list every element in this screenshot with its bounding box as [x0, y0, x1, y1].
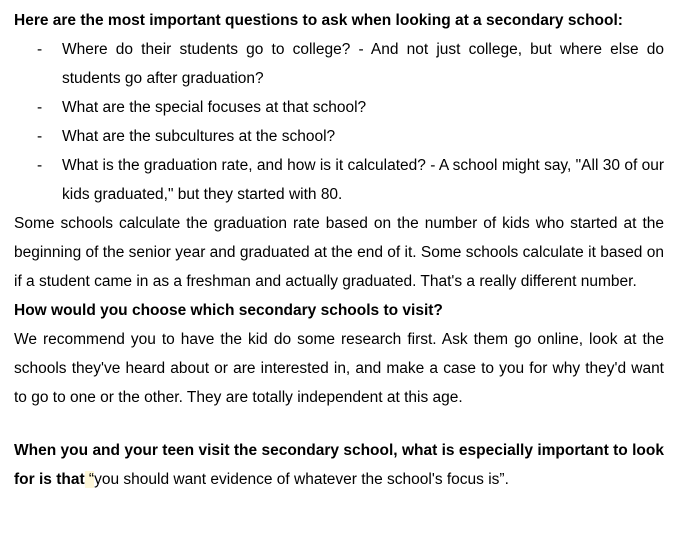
question-text: What are the subcultures at the school? [62, 128, 336, 145]
questions-heading: Here are the most important questions to ask when looking at a secondary school: [14, 12, 623, 29]
opening-quote-mark: “ [84, 471, 95, 488]
question-text: What is the graduation rate, and how is it calculated? - A school might say, "All 30 of our kids graduated," but they started with 80. [62, 157, 664, 203]
document-body [14, 6, 664, 494]
bullet-dash: - [37, 128, 43, 145]
bullet-dash: - [37, 157, 43, 174]
paragraph-spacer [14, 412, 664, 436]
closing-bold-text: When you and your teen visit the secondary school, what is especially important to look for is that [14, 442, 664, 488]
question-text: Where do their students go to college? - And not just college, but where else do students go after graduation? [62, 41, 664, 87]
closing-quote-text: you should want evidence of whatever the school's focus is”. [94, 471, 509, 488]
list-item [14, 93, 664, 122]
bullet-dash: - [37, 99, 43, 116]
list-item [14, 122, 664, 151]
list-item [14, 151, 664, 209]
question-text: What are the special focuses at that school? [62, 99, 367, 116]
visit-choice-heading: How would you choose which secondary schools to visit? [14, 302, 443, 319]
closing-paragraph [14, 436, 664, 494]
graduation-rate-paragraph: Some schools calculate the graduation rate based on the number of kids who started at the beginning of the senior year and graduated at the end of it. Some schools calculate it based on if a student came in as a freshman and actually graduated. That's a really different number. [14, 215, 664, 290]
bullet-dash: - [37, 41, 43, 58]
research-paragraph: We recommend you to have the kid do some research first. Ask them go online, look at the schools they've heard about or are interested in, and make a case to you for why they'd want to go to one or the other. They are totally independent at this age. [14, 331, 664, 406]
questions-list [14, 35, 664, 209]
list-item [14, 35, 664, 93]
